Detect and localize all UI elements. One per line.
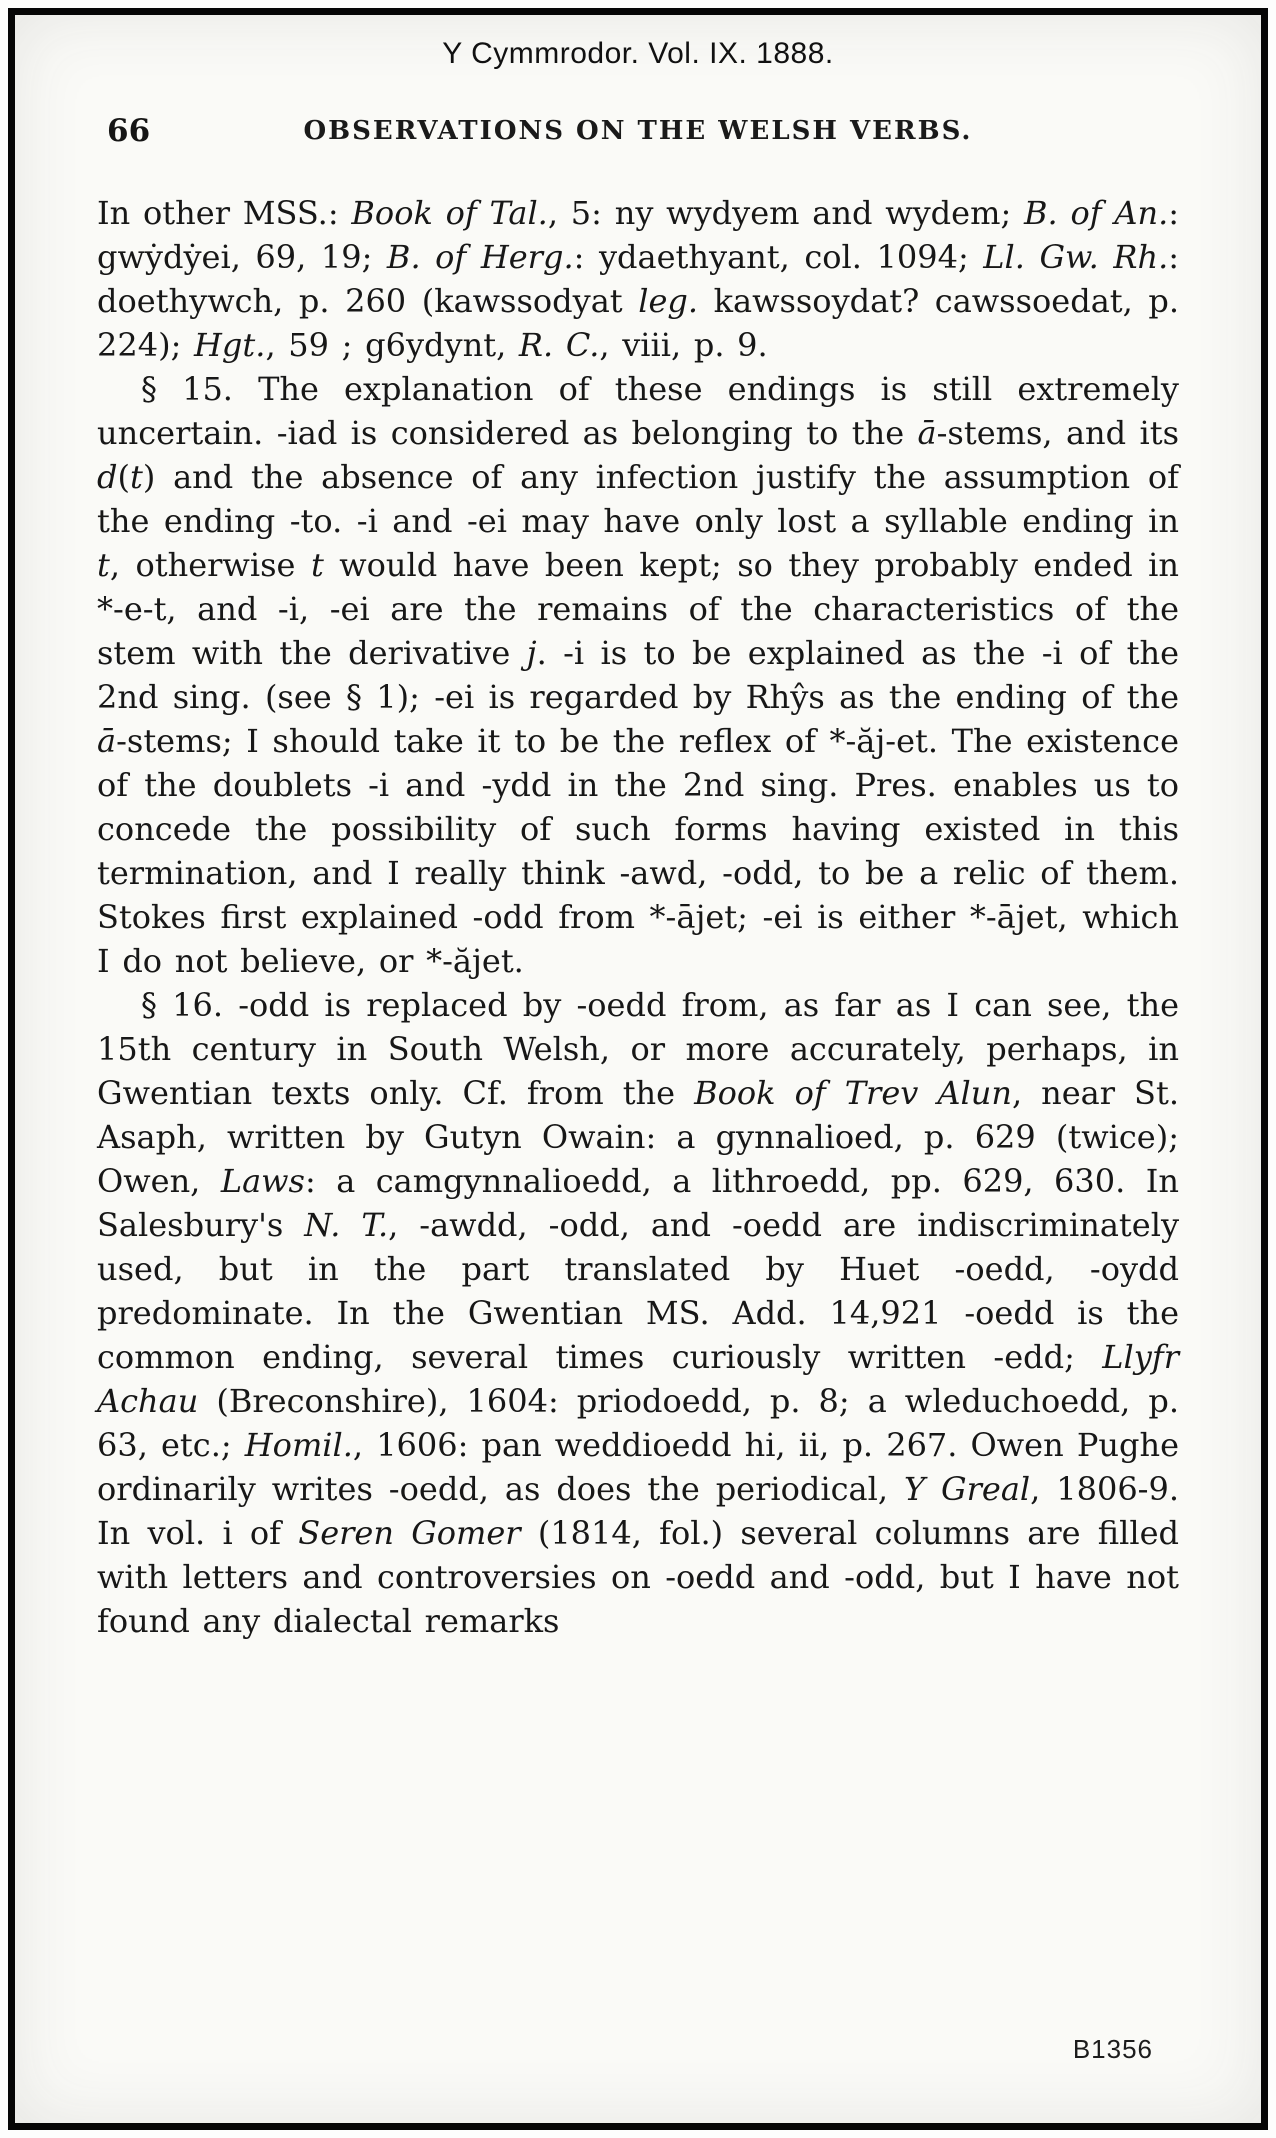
italic-text-segment: d xyxy=(97,458,118,496)
text-segment: § 16. -odd is replaced by -oedd from, as far as I can see, the 15th century in South Welsh, or more accurately, perhaps, in Gwentian texts only. Cf. from the xyxy=(97,986,1179,1112)
text-segment: : doethywch, p. 260 (kawssodyat xyxy=(97,238,1180,320)
text-segment: ( xyxy=(117,458,130,496)
text-segment: . -i is to be explained as the -i of the 2nd sing. (see § 1); -ei is regarded by Rhŷs as the ending of the xyxy=(97,634,1180,716)
italic-text-segment: ā xyxy=(97,722,117,760)
italic-text-segment: Hgt. xyxy=(194,326,266,364)
text-segment: In other MSS.: xyxy=(97,194,352,232)
italic-text-segment: ā xyxy=(917,414,937,452)
running-head-row xyxy=(15,113,1261,155)
paragraph xyxy=(97,983,1179,1643)
italic-text-segment: R. C. xyxy=(518,326,600,364)
italic-text-segment: N. T. xyxy=(304,1206,389,1244)
text-segment: , 5: ny wydyem and wydem; xyxy=(547,194,1025,232)
italic-text-segment: B. of Herg. xyxy=(386,238,574,276)
italic-text-segment: Llyfr Achau xyxy=(97,1338,1179,1420)
text-segment: would have been kept; so they probably ended in *-e-t, and -i, -ei are the remains of the characteristics of the stem with the derivative xyxy=(97,546,1180,672)
text-segment: ) and the absence of any infection justify the assumption of the ending -to. -i and -ei may have only lost a syllable ending in xyxy=(97,458,1179,540)
italic-text-segment: Homil. xyxy=(244,1426,353,1464)
italic-text-segment: Book of Tal. xyxy=(351,194,548,232)
italic-text-segment: Book of Trev Alun xyxy=(694,1074,1012,1112)
italic-text-segment: Laws xyxy=(220,1162,305,1200)
footer-mark: B1356 xyxy=(1072,2034,1153,2064)
italic-text-segment: t xyxy=(129,458,143,496)
journal-header: Y Cymmrodor. Vol. IX. 1888. xyxy=(442,37,834,70)
text-segment: , otherwise xyxy=(109,546,311,584)
text-segment: -stems; I should take it to be the reflex of *-ăj-et. The existence of the doublets -i and -ydd in the 2nd sing. Pres. enables us to concede the possibility of such forms having existed in this termination, and I really think -awd, -odd, to be a relic of them. Stokes first explained -odd from *-ājet; -ei is either *-ājet, which I do not believe, or *-ăjet. xyxy=(97,722,1179,980)
italic-text-segment: leg. xyxy=(638,282,699,320)
italic-text-segment: t xyxy=(97,546,110,584)
italic-text-segment: j xyxy=(526,634,537,672)
body-text xyxy=(97,191,1179,1643)
page-number: 66 xyxy=(107,113,151,149)
text-segment: (1814, fol.) several columns are filled with letters and controversies on -oedd and -odd, but I have not found any dialectal remarks xyxy=(97,1514,1180,1640)
paragraph xyxy=(97,367,1179,983)
paragraph xyxy=(97,191,1179,367)
text-segment: , 1806-9. In vol. i of xyxy=(97,1470,1180,1552)
text-segment: § 15. The explanation of these endings is still extremely uncertain. -iad is considered as belonging to the xyxy=(97,370,1179,452)
italic-text-segment: Y Greal xyxy=(903,1470,1031,1508)
text-segment: (Breconshire), 1604: priodoedd, p. 8; a wleduchoedd, p. 63, etc.; xyxy=(97,1382,1179,1464)
text-segment: : a camgynnalioedd, a lithroedd, pp. 629, 630. In Salesbury's xyxy=(97,1162,1180,1244)
italic-text-segment: Seren Gomer xyxy=(298,1514,521,1552)
text-segment: , 59 ; g6ydynt, xyxy=(265,326,519,364)
text-segment: , -awdd, -odd, and -oedd are indiscriminately used, but in the part translated by Huet -oedd, -oydd predominate. In the Gwentian MS. Add. 14,921 -oedd is the common ending, several times curiously written -edd; xyxy=(97,1206,1180,1376)
text-segment: -stems, and its xyxy=(936,414,1180,452)
text-segment: , 1606: pan weddioedd hi, ii, p. 267. Owen Pughe ordinarily writes -oedd, as does the periodical, xyxy=(97,1426,1180,1508)
running-head: OBSERVATIONS ON THE WELSH VERBS. xyxy=(303,116,973,146)
italic-text-segment: t xyxy=(310,546,324,584)
text-segment: , viii, p. 9. xyxy=(599,326,768,364)
text-segment: , near St. Asaph, written by Gutyn Owain: a gynnalioed, p. 629 (twice); Owen, xyxy=(97,1074,1180,1200)
text-segment: : gwẏdẏei, 69, 19; xyxy=(97,194,1180,276)
italic-text-segment: B. of An. xyxy=(1024,194,1169,232)
text-segment: : ydaethyant, col. 1094; xyxy=(573,238,984,276)
page-frame xyxy=(8,8,1268,2130)
italic-text-segment: Ll. Gw. Rh. xyxy=(983,238,1169,276)
text-segment: kawssoydat? cawssoedat, p. 224); xyxy=(97,282,1180,364)
